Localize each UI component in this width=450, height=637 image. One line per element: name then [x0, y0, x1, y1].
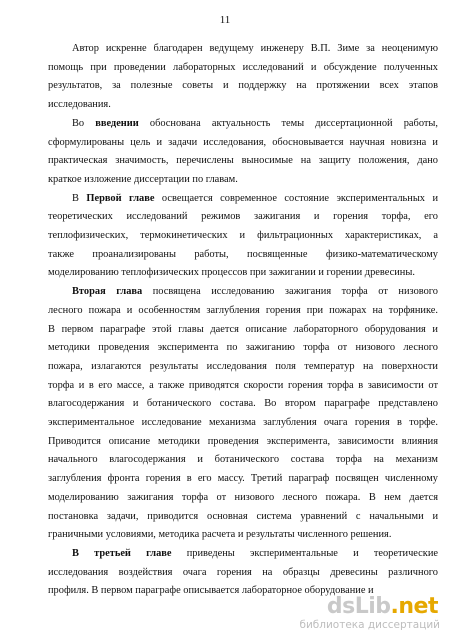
text-line: также проанализированы работы, посвященные физико-математическому [48, 248, 438, 260]
text-line: граничными условиями, методика расчета и результаты численного решения. [48, 529, 392, 541]
text-line: исследования. [48, 99, 111, 111]
line-suffix: освещается современное состояние экспериментальных и [154, 192, 439, 204]
text-line [48, 190, 438, 209]
bold-term: Вторая глава [72, 286, 143, 298]
watermark-logo-accent: .net [390, 594, 438, 619]
text-line: экспериментальное исследование механизма заглубления очага горения в торфе. [48, 417, 438, 429]
text-line: торфа и в его массе, а также приводятся скорости горения торфа в зависимости от [48, 379, 438, 391]
text-line: Автор искренне благодарен ведущему инженеру В.П. Зиме за неоценимую [72, 43, 438, 54]
text-line: лесного пожара и особенностям заглубления горения при пожарах на торфянике. [48, 304, 438, 316]
paragraph [48, 40, 438, 115]
text-line: теплофизических, термокинетических и фильтрационных характеристиках, а [48, 230, 438, 242]
text-line: исследования воздействия очага горения на образцы древесины различного [48, 566, 438, 578]
text-line: влагосодержания и ботанического состава. Во втором параграфе представлено [48, 398, 438, 410]
watermark-tagline: библиотека диссертаций [299, 619, 440, 631]
text-line: помощь при проведении лабораторных исследований и обсуждение полученных [48, 61, 438, 73]
bold-term: Первой главе [86, 192, 155, 204]
text-line: результатов, за полезные советы и поддержку на протяжении всех этапов [48, 80, 438, 92]
paragraph [48, 190, 438, 284]
text-line [48, 545, 438, 564]
paragraph [48, 115, 438, 190]
line-suffix: посвящена исследованию зажигания торфа от низового [142, 286, 439, 298]
text-line: профиля. В первом параграфе описывается лабораторное оборудование и [48, 585, 374, 597]
line-suffix: приведены экспериментальные и теоретические [171, 547, 439, 559]
text-line: сформулированы цель и задачи исследования, обосновывается научная новизна и [48, 136, 438, 148]
text-line: пожара, излагаются результаты исследования поля температур на поверхности [48, 360, 438, 372]
page-number: 11 [219, 14, 231, 26]
line-suffix: обоснована актуальность темы диссертационной работы, [138, 117, 438, 129]
text-line: моделированию зажигания торфа от низового лесного пожара. В нем дается [48, 491, 438, 503]
text-line: практическая значимость, перечислены выносимые на защиту положения, дано [48, 155, 438, 167]
document-body [48, 40, 438, 601]
text-line: моделированию теплофизических процессов при зажигании и горении древесины. [48, 267, 415, 279]
text-line [48, 115, 438, 134]
watermark-logo [327, 595, 438, 619]
text-line: В первом параграфе этой главы дается описание лабораторного оборудования и [48, 323, 438, 335]
text-line: начального влагосодержания и ботанического состава торфа на механизм [48, 454, 438, 466]
paragraph [48, 283, 438, 545]
text-line: теоретических исследований режимов зажигания и горения торфа, его [48, 211, 438, 223]
text-line: заглубления фронта горения в его массу. Третий параграф посвящен численному [48, 473, 438, 485]
paragraph [48, 545, 438, 601]
text-line: Приводится описание методики проведения эксперимента, зависимости влияния [48, 435, 438, 447]
text-line [48, 283, 438, 302]
text-line: постановка задачи, приводится основная система уравнений с начальными и [48, 510, 438, 522]
line-prefix: Во [72, 117, 96, 129]
watermark [294, 595, 444, 633]
line-prefix: В [72, 192, 87, 204]
text-line: методики проведения эксперимента по зажиганию торфа от низового лесного [48, 342, 438, 354]
text-line: краткое изложение диссертации по главам. [48, 173, 238, 185]
bold-term: В третьей главе [72, 547, 172, 559]
bold-term: введении [95, 117, 139, 129]
watermark-logo-main: dsLib [326, 594, 391, 619]
